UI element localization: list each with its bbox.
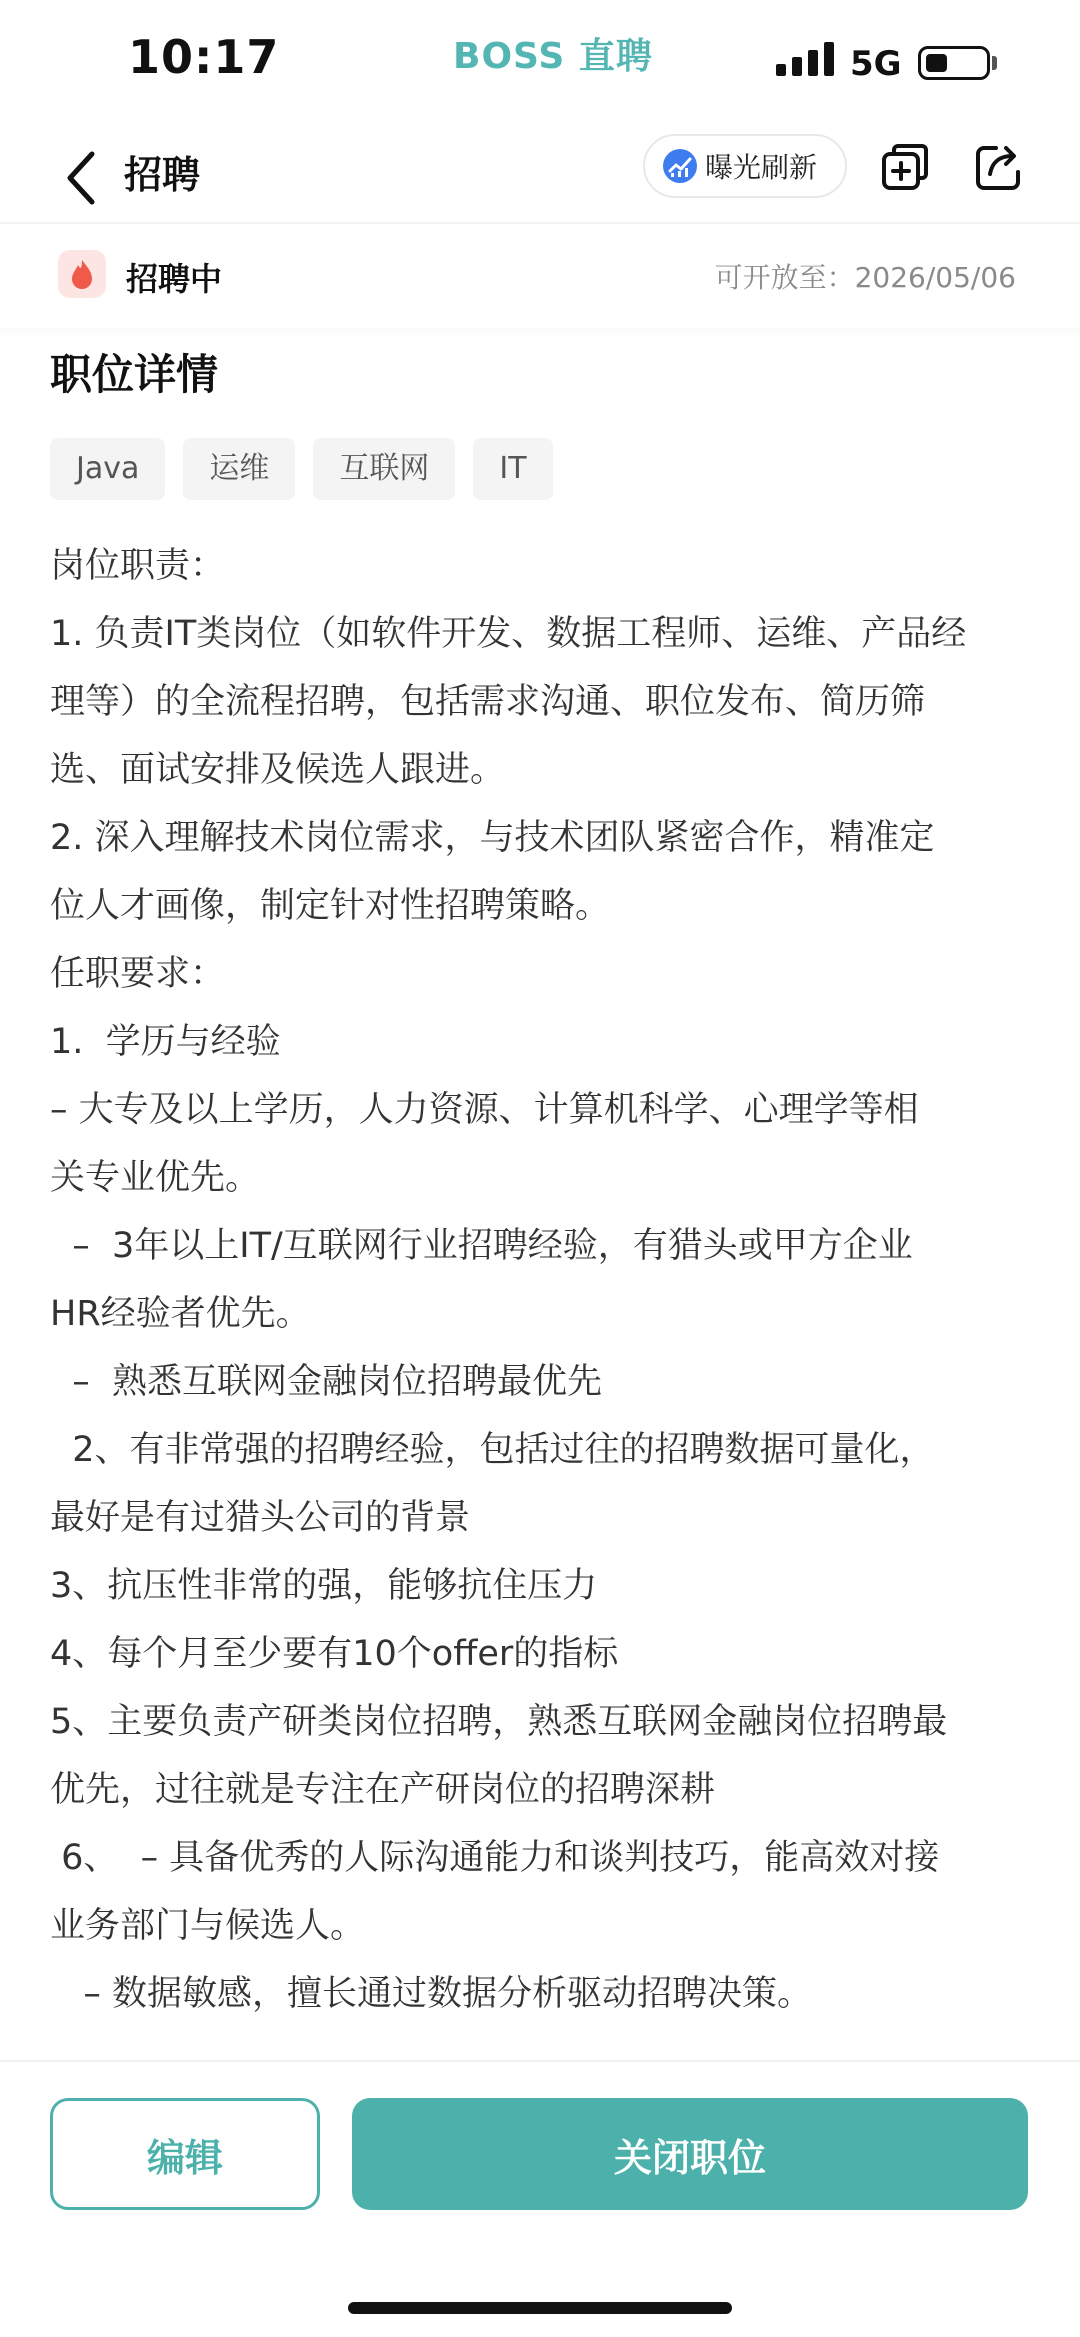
status-time: 10:17 (128, 30, 280, 84)
page-title: 招聘 (124, 153, 201, 197)
refresh-chart-icon (663, 149, 697, 183)
desc-line: – 大专及以上学历，人力资源、计算机科学、心理学等相 (50, 1090, 919, 1130)
home-indicator[interactable] (348, 2302, 732, 2314)
open-until-date: 可开放至：2026/05/06 (714, 261, 1016, 294)
bottom-divider (0, 2060, 1080, 2062)
tag-item: 运维 (183, 438, 295, 500)
desc-line: 任职要求： (50, 954, 226, 994)
desc-line: 理等）的全流程招聘，包括需求沟通、职位发布、简历筛 (50, 682, 926, 722)
back-arrow-icon[interactable] (52, 140, 112, 210)
recruiting-status-icon (58, 250, 106, 298)
tag-item: Java (50, 438, 165, 500)
tag-item: IT (473, 438, 552, 500)
app-brand: BOSS 直聘 (453, 36, 653, 77)
desc-line: 最好是有过猎头公司的背景 (50, 1498, 471, 1538)
tag-item: 互联网 (313, 438, 455, 500)
job-status-row (0, 222, 1080, 328)
desc-line: 2、有非常强的招聘经验，包括过往的招聘数据可量化， (50, 1430, 935, 1470)
job-status-label: 招聘中 (126, 260, 223, 298)
battery-level (926, 54, 947, 72)
desc-line: 1. 学历与经验 (50, 1022, 281, 1062)
edit-button[interactable]: 编辑 (50, 2098, 320, 2210)
desc-line: 4、每个月至少要有10个offer的指标 (50, 1634, 619, 1674)
section-title: 职位详情 (50, 350, 219, 399)
desc-line: 关专业优先。 (50, 1158, 261, 1198)
desc-line: 2. 深入理解技术岗位需求，与技术团队紧密合作，精准定 (50, 818, 935, 858)
desc-line: 优先，过往就是专注在产研岗位的招聘深耕 (50, 1770, 716, 1810)
desc-line: – 熟悉互联网金融岗位招聘最优先 (50, 1362, 603, 1402)
job-tags (50, 438, 571, 500)
network-type: 5G (850, 44, 902, 84)
job-description (50, 532, 1040, 2028)
share-icon[interactable] (972, 142, 1024, 194)
desc-line: 6、 – 具备优秀的人际沟通能力和谈判技巧，能高效对接 (50, 1838, 940, 1878)
desc-line: 5、主要负责产研类岗位招聘，熟悉互联网金融岗位招聘最 (50, 1702, 948, 1742)
desc-line: 1. 负责IT类岗位（如软件开发、数据工程师、运维、产品经 (50, 614, 967, 654)
battery-cap (992, 56, 997, 70)
nav-bar (0, 130, 1080, 222)
status-bar (0, 0, 1080, 130)
desc-line: HR经验者优先。 (50, 1294, 311, 1334)
add-copy-icon[interactable] (880, 142, 932, 194)
desc-line: 业务部门与候选人。 (50, 1906, 366, 1946)
desc-line: – 3年以上IT/互联网行业招聘经验，有猎头或甲方企业 (50, 1226, 913, 1266)
desc-line: 3、抗压性非常的强，能够抗住压力 (50, 1566, 598, 1606)
close-job-button[interactable]: 关闭职位 (352, 2098, 1028, 2210)
desc-line: 岗位职责： (50, 546, 226, 586)
battery-icon (918, 46, 990, 80)
desc-line: 选、面试安排及候选人跟进。 (50, 750, 506, 790)
signal-icon (776, 42, 834, 76)
exposure-refresh-button[interactable] (643, 134, 847, 198)
desc-line: 位人才画像，制定针对性招聘策略。 (50, 886, 611, 926)
desc-line: – 数据敏感，擅长通过数据分析驱动招聘决策。 (50, 1974, 813, 2014)
refresh-label: 曝光刷新 (705, 151, 818, 184)
